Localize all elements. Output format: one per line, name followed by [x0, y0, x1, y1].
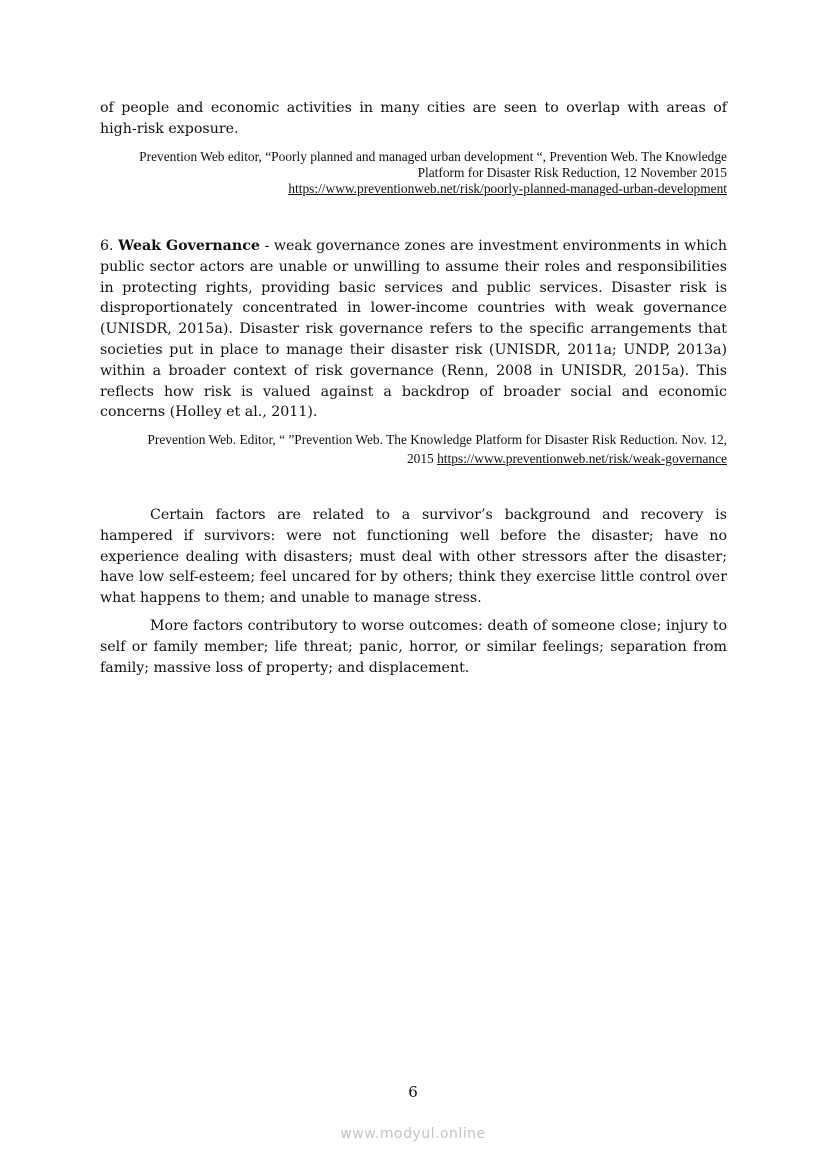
watermark: www.modyul.online	[340, 1126, 486, 1142]
citation-text: Prevention Web. Editor, “ ”Prevention Web. The Knowledge Platform for Disaster Risk Reduction. Nov. 12, 2015	[147, 432, 727, 466]
page-number: 6	[408, 1083, 418, 1101]
citation-link[interactable]: https://www.preventionweb.net/risk/weak-governance	[437, 451, 727, 466]
paragraph-continuation: of people and economic activities in many cities are seen to overlap with areas of high-risk exposure.	[100, 100, 727, 137]
citation-link[interactable]: https://www.preventionweb.net/risk/poorly-planned-managed-urban-development	[288, 181, 727, 197]
citation-urban-development	[127, 149, 727, 198]
section-text: - weak governance zones are investment environments in which public sector actors are unable or unwilling to assume their roles and responsibilities in protecting rights, providing basic services and public services. Disaster risk is disproportionately concentrated in lower-income countries with weak governance (UNISDR, 2015a). Disaster risk governance refers to the specific arrangements that societies put in place to manage their disaster risk (UNISDR, 2011a; UNDP, 2013a) within a broader context of risk governance (Renn, 2008 in UNISDR, 2015a). This reflects how risk is valued against a backdrop of broader social and economic concerns (Holley et al., 2011).	[100, 238, 728, 421]
section-heading: Weak Governance	[118, 238, 260, 254]
citation-text: Prevention Web editor, “Poorly planned and managed urban development “, Prevention Web. The Knowledge Platform for Disaster Risk Reduction, 12 November 2015	[139, 149, 727, 181]
section-number: 6.	[100, 238, 114, 254]
paragraph-survivor-factors: Certain factors are related to a survivor’s background and recovery is hampered if survivors: were not functioning well before the disaster; have no experience dealing with disasters; must deal with other stressors after the disaster; have low self-esteem; feel uncared for by others; think they exercise little control over what happens to them; and unable to manage stress.	[100, 507, 727, 607]
paragraph-more-factors: More factors contributory to worse outcomes: death of someone close; injury to self or family member; life threat; panic, horror, or similar feelings; separation from family; massive loss of property; and displacement.	[100, 618, 727, 676]
section-weak-governance	[100, 236, 727, 423]
citation-weak-governance	[127, 430, 727, 468]
